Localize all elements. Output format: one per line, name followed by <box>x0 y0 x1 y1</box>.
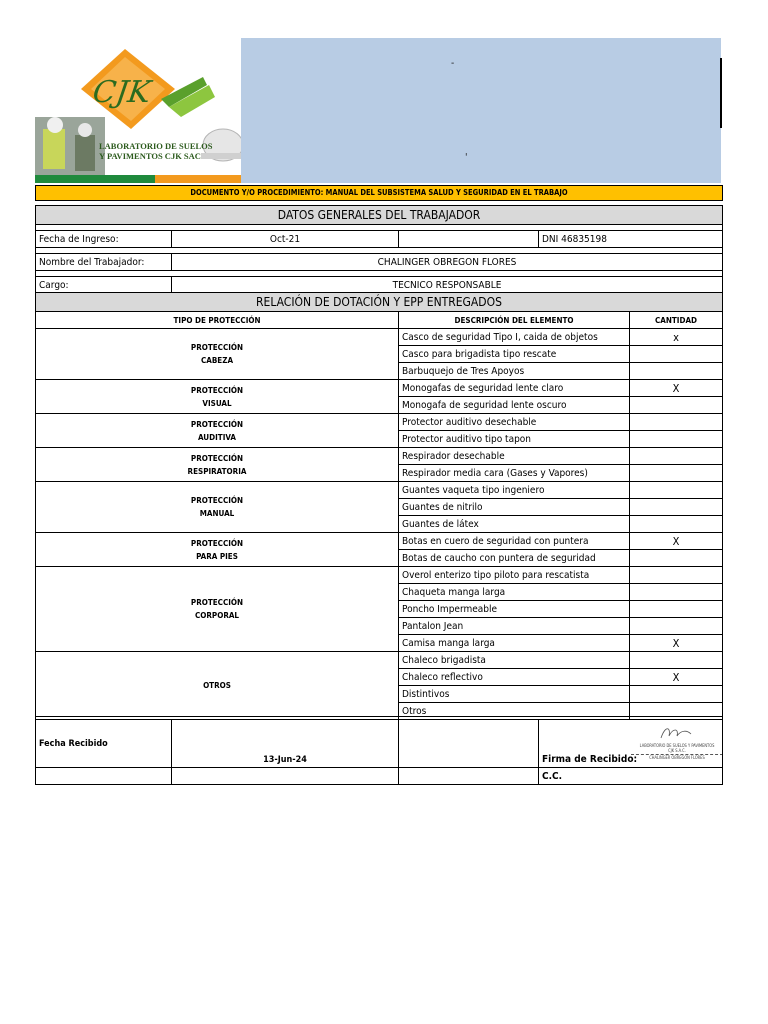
protection-type <box>36 533 399 567</box>
protection-type-line-1: PROTECCIÓN <box>190 453 244 463</box>
protection-type-line-1: PROTECCIÓN <box>190 496 244 505</box>
empty-cell <box>399 768 539 785</box>
header-panel <box>241 38 721 183</box>
item-description: Overol enterizo tipo piloto para rescatista <box>399 567 630 584</box>
worker-name-value: CHALINGER OBREGON FLORES <box>172 254 723 271</box>
epp-row <box>36 380 723 397</box>
item-description: Poncho Impermeable <box>399 601 630 618</box>
item-quantity <box>630 686 723 703</box>
protection-type <box>36 329 399 380</box>
epp-row <box>36 448 723 465</box>
protection-type <box>36 448 399 482</box>
protection-type-line-1: OTROS <box>203 681 231 690</box>
epp-row <box>36 329 723 346</box>
worker-data-table <box>35 205 723 294</box>
item-description: Monogafas de seguridad lente claro <box>399 380 630 397</box>
protection-type-line-2: CABEZA <box>200 356 234 365</box>
hire-date-value: Oct-21 <box>172 231 399 248</box>
item-quantity <box>630 601 723 618</box>
document-title-bar: DOCUMENTO Y/O PROCEDIMIENTO: MANUAL DEL SUBSISTEMA SALUD Y SEGURIDAD EN EL TRABAJO <box>35 185 723 201</box>
protection-type-line-1: PROTECCIÓN <box>190 538 244 548</box>
item-description: Otros <box>399 703 630 720</box>
item-quantity: X <box>630 669 723 686</box>
item-quantity: x <box>630 329 723 346</box>
item-quantity: X <box>630 533 723 550</box>
item-quantity <box>630 567 723 584</box>
item-description: Protector auditivo desechable <box>399 414 630 431</box>
stamp-line-1: LABORATORIO DE SUELOS Y PAVIMENTOS <box>639 743 715 748</box>
item-description: Monogafa de seguridad lente oscuro <box>399 397 630 414</box>
item-description: Respirador media cara (Gases y Vapores) <box>399 465 630 482</box>
protection-type-line-2: VISUAL <box>202 398 232 408</box>
receipt-table <box>35 716 723 785</box>
header-edge-line <box>720 58 722 128</box>
signature-label: Firma de Recibido: <box>542 754 638 765</box>
protection-type <box>36 380 399 414</box>
dni-value: DNI 46835198 <box>539 231 723 248</box>
item-description: Distintivos <box>399 686 630 703</box>
worker-section-title: DATOS GENERALES DEL TRABAJADOR <box>36 206 723 225</box>
item-quantity <box>630 499 723 516</box>
item-description: Botas de caucho con puntera de seguridad <box>399 550 630 567</box>
item-description: Casco para brigadista tipo rescate <box>399 346 630 363</box>
protection-type-line-1: PROTECCIÓN <box>190 419 244 429</box>
epp-row <box>36 533 723 550</box>
company-logo <box>35 37 241 183</box>
protection-type-line-2: CORPORAL <box>194 611 240 620</box>
header-mark-top: - <box>451 58 455 69</box>
position-label: Cargo: <box>36 277 172 294</box>
protection-type <box>36 482 399 533</box>
item-description: Barbuquejo de Tres Apoyos <box>399 363 630 380</box>
item-quantity <box>630 414 723 431</box>
date-received-value: 13-Jun-24 <box>172 720 399 768</box>
hire-date-label: Fecha de Ingreso: <box>36 231 172 248</box>
protection-type-line-2: PARA PIES <box>196 551 238 561</box>
item-quantity <box>630 652 723 669</box>
item-quantity <box>630 431 723 448</box>
item-description: Chaleco brigadista <box>399 652 630 669</box>
item-quantity <box>630 584 723 601</box>
protection-type-line-1: PROTECCIÓN <box>190 343 244 352</box>
epp-row <box>36 482 723 499</box>
item-quantity <box>630 363 723 380</box>
item-quantity <box>630 465 723 482</box>
item-description: Guantes de látex <box>399 516 630 533</box>
col-header-description: DESCRIPCIÓN DEL ELEMENTO <box>399 312 630 329</box>
item-quantity <box>630 448 723 465</box>
date-received-label: Fecha Recibido <box>36 720 172 768</box>
signature-cell <box>539 720 723 768</box>
col-header-type: TIPO DE PROTECCIÓN <box>36 312 399 329</box>
worker-name-label: Nombre del Trabajador: <box>36 254 172 271</box>
item-description: Chaleco reflectivo <box>399 669 630 686</box>
cc-label: C.C. <box>539 768 723 785</box>
item-quantity <box>630 550 723 567</box>
item-quantity <box>630 618 723 635</box>
header-mark-bottom: ' <box>465 152 468 163</box>
item-description: Camisa manga larga <box>399 635 630 652</box>
item-quantity: X <box>630 380 723 397</box>
protection-type <box>36 567 399 652</box>
epp-section-title: RELACIÓN DE DOTACIÓN Y EPP ENTREGADOS <box>36 293 723 312</box>
item-quantity: X <box>630 635 723 652</box>
item-quantity <box>630 482 723 499</box>
item-quantity <box>630 516 723 533</box>
empty-cell <box>172 768 399 785</box>
item-quantity <box>630 346 723 363</box>
protection-type-line-2: AUDITIVA <box>197 432 236 442</box>
epp-row <box>36 567 723 584</box>
epp-table <box>35 292 723 720</box>
item-description: Chaqueta manga larga <box>399 584 630 601</box>
logo-brand: CJK <box>90 75 153 110</box>
protection-type-line-1: PROTECCIÓN <box>190 598 244 607</box>
item-description: Respirador desechable <box>399 448 630 465</box>
logo-text <box>99 141 213 161</box>
item-description: Pantalon Jean <box>399 618 630 635</box>
item-quantity <box>630 397 723 414</box>
empty-cell <box>36 768 172 785</box>
protection-type <box>36 414 399 448</box>
empty-cell <box>399 720 539 768</box>
item-description: Protector auditivo tipo tapon <box>399 431 630 448</box>
position-value: TECNICO RESPONSABLE <box>172 277 723 294</box>
protection-type-line-2: RESPIRATORIA <box>187 466 247 476</box>
signature-scribble <box>657 724 697 742</box>
col-header-quantity: CANTIDAD <box>630 312 723 329</box>
epp-row <box>36 652 723 669</box>
stamp-line-3: CHALINGER OBREGON FLORES <box>631 754 723 760</box>
signature-stamp <box>631 724 723 760</box>
protection-type <box>36 652 399 720</box>
item-description: Botas en cuero de seguridad con puntera <box>399 533 630 550</box>
item-description: Guantes vaqueta tipo ingeniero <box>399 482 630 499</box>
item-description: Guantes de nitrilo <box>399 499 630 516</box>
epp-row <box>36 414 723 431</box>
item-description: Casco de seguridad Tipo I, caida de objetos <box>399 329 630 346</box>
protection-type-line-1: PROTECCIÓN <box>190 385 244 395</box>
logo-line-1: LABORATORIO DE SUELOS <box>99 141 213 151</box>
logo-graphic <box>35 37 241 183</box>
logo-line-2: Y PAVIMENTOS CJK SAC <box>99 151 201 161</box>
protection-type-line-2: MANUAL <box>199 509 235 518</box>
stamp-line-2: CJK S.A.C. <box>668 748 686 753</box>
empty-cell <box>399 231 539 248</box>
